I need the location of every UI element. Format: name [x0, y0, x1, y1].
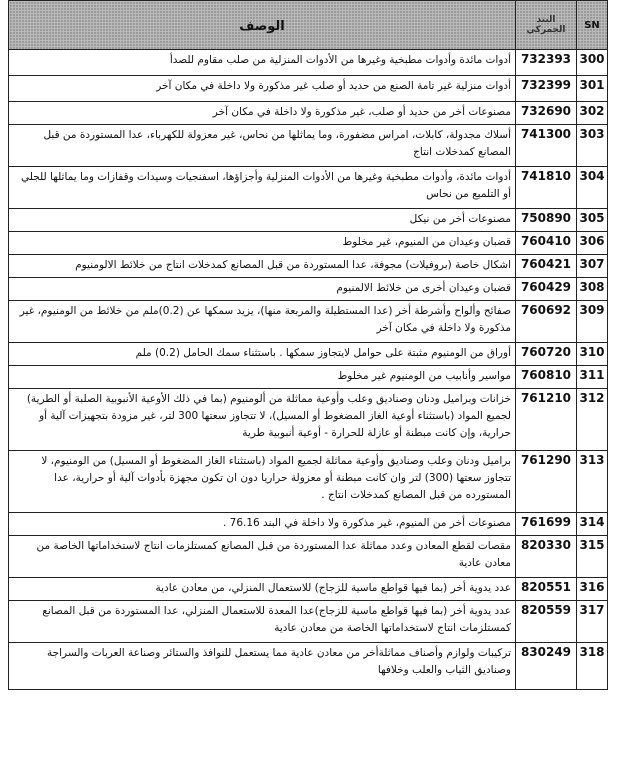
row-description: مصنوعات أخر من نيكل: [9, 209, 516, 232]
table-row: [9, 513, 608, 536]
row-description: مصنوعات أخر من حديد أو صلب، غير مذكورة ولا داخلة في مكان آخر: [9, 102, 516, 125]
row-sn: 302: [577, 102, 608, 125]
row-description: مقصات لقطع المعادن وعدد مماثلة عدا المستوردة من قبل المصانع كمستلزمات انتاج لاستخداماتها الخاصة من معادن عادية: [9, 536, 516, 578]
row-description: مصنوعات أخر من المنيوم، غير مذكورة ولا داخلة في البند 76.16 .: [9, 513, 516, 536]
table-header-row: [9, 1, 608, 50]
table-row: [9, 536, 608, 578]
table-row: [9, 601, 608, 643]
table-row: [9, 389, 608, 451]
row-sn: 308: [577, 278, 608, 301]
row-code: 761210: [516, 389, 577, 451]
row-code: 820551: [516, 578, 577, 601]
row-sn: 301: [577, 76, 608, 102]
row-sn: 306: [577, 232, 608, 255]
row-code: 732690: [516, 102, 577, 125]
row-sn: 307: [577, 255, 608, 278]
row-code: 741810: [516, 167, 577, 209]
row-description: أدوات منزلية غير تامة الصنع من حديد أو صلب غير مذكورة ولا داخلة في مكان آخر: [9, 76, 516, 102]
row-description: خزانات وبراميل ودنان وصناديق وعلب وأوعية مماثلة من ألومنيوم (بما في ذلك الأوعية الأنبوبية الصلبة أو الطرية) لجميع المواد (باستثناء أوعية الغاز المضغوط أو المسيل)، لا تتجاوز سعتها 300 لتر، غير مزودة بتجهيزات آلية أو حرارية، وإن كانت مبطنة أو عازلة للحرارة - أوعية أنبوبية طرية: [9, 389, 516, 451]
row-code: 732399: [516, 76, 577, 102]
row-description: أدوات مائدة وأدوات مطبخية وغيرها من الأدوات المنزلية من صلب مقاوم للصدأ: [9, 50, 516, 76]
row-sn: 305: [577, 209, 608, 232]
row-sn: 300: [577, 50, 608, 76]
row-sn: 310: [577, 343, 608, 366]
table-row: [9, 209, 608, 232]
row-description: صفائح وألواح وأشرطة أخر (عدا المستطيلة والمربعة منها)، يزيد سمكها عن (0.2)ملم من خلائط من الومنيوم، غير مذكورة ولا داخلة في مكان آخر: [9, 301, 516, 343]
row-sn: 304: [577, 167, 608, 209]
row-code: 750890: [516, 209, 577, 232]
table-row: [9, 76, 608, 102]
row-code: 761699: [516, 513, 577, 536]
table-row: [9, 278, 608, 301]
row-code: 830249: [516, 643, 577, 690]
table-body: [9, 50, 608, 690]
row-code: 760810: [516, 366, 577, 389]
row-description: أدوات مائدة، وأدوات مطبخية وغيرها من الأدوات المنزلية وأجزاؤها، اسفنجيات وسيدات وقفازات وما يماثلها للجلي أو التلميع من نحاس: [9, 167, 516, 209]
row-sn: 312: [577, 389, 608, 451]
table-row: [9, 167, 608, 209]
row-description: تركيبات ولوازم وأصناف مماثلةأخر من معادن عادية مما يستعمل للنوافذ والستائر وصناعة العربات والسراجة وصناديق الثياب والعلب وخلافها: [9, 643, 516, 690]
row-description: اشكال خاصة (بروفيلات) مجوفة، عدا المستوردة من قبل المصانع كمدخلات انتاج من خلائط الالومنيوم: [9, 255, 516, 278]
row-sn: 303: [577, 125, 608, 167]
table-row: [9, 255, 608, 278]
table-row: [9, 125, 608, 167]
row-description: عدد يدوية أخر (بما فيها قواطع ماسية للزجاج) للاستعمال المنزلي، من معادن عادية: [9, 578, 516, 601]
row-code: 760720: [516, 343, 577, 366]
table-row: [9, 343, 608, 366]
row-sn: 313: [577, 451, 608, 513]
table-row: [9, 301, 608, 343]
row-code: 760692: [516, 301, 577, 343]
table-row: [9, 451, 608, 513]
tariff-table: [8, 0, 608, 690]
row-sn: 318: [577, 643, 608, 690]
table-row: [9, 232, 608, 255]
row-sn: 315: [577, 536, 608, 578]
header-code: البند الجمركي: [516, 1, 577, 50]
row-code: 761290: [516, 451, 577, 513]
row-description: أوراق من الومنيوم مثبتة على حوامل لايتجاوز سمكها . باستثناء سمك الحامل (0.2) ملم: [9, 343, 516, 366]
table-row: [9, 50, 608, 76]
table-row: [9, 366, 608, 389]
row-code: 760421: [516, 255, 577, 278]
row-sn: 316: [577, 578, 608, 601]
table-row: [9, 578, 608, 601]
row-code: 741300: [516, 125, 577, 167]
document-page: [8, 0, 608, 767]
row-description: مواسير وأنابيب من الومنيوم غير مخلوط: [9, 366, 516, 389]
row-sn: 314: [577, 513, 608, 536]
row-sn: 311: [577, 366, 608, 389]
header-description: الوصف: [9, 1, 516, 50]
row-code: 820330: [516, 536, 577, 578]
row-description: أسلاك مجدولة، كابلات، امراس مضفورة، وما يماثلها من نحاس، غير معزولة للكهرباء، عدا المستوردة من قبل المصانع كمدخلات انتاج: [9, 125, 516, 167]
row-description: براميل ودنان وعلب وصناديق وأوعية مماثلة لجميع المواد (باستثناء الغاز المضغوط أو المسيل) من الومنيوم، لا تتجاوز سعتها (300) لتر وان كانت مبطنة أو معزولة حراريا دون ان تكون مجهزة بأدوات آلية أو حرارية، عدا المستورده من قبل المصانع كمدخلات انتاج .: [9, 451, 516, 513]
row-description: قضبان وعيدان من المنيوم، غير مخلوط: [9, 232, 516, 255]
row-code: 760410: [516, 232, 577, 255]
row-description: قضبان وعيدان أخرى من خلائط الالمنيوم: [9, 278, 516, 301]
table-row: [9, 643, 608, 690]
row-code: 820559: [516, 601, 577, 643]
table-row: [9, 102, 608, 125]
row-code: 732393: [516, 50, 577, 76]
row-sn: 309: [577, 301, 608, 343]
header-sn: SN: [577, 1, 608, 50]
row-sn: 317: [577, 601, 608, 643]
row-code: 760429: [516, 278, 577, 301]
row-description: عدد يدوية أخر (بما فيها قواطع ماسية للزجاج)عدا المعدة للاستعمال المنزلي، عدا المستوردة من قبل المصانع كمستلزمات انتاج لاستخداماتها الخاصة من معادن عادية: [9, 601, 516, 643]
